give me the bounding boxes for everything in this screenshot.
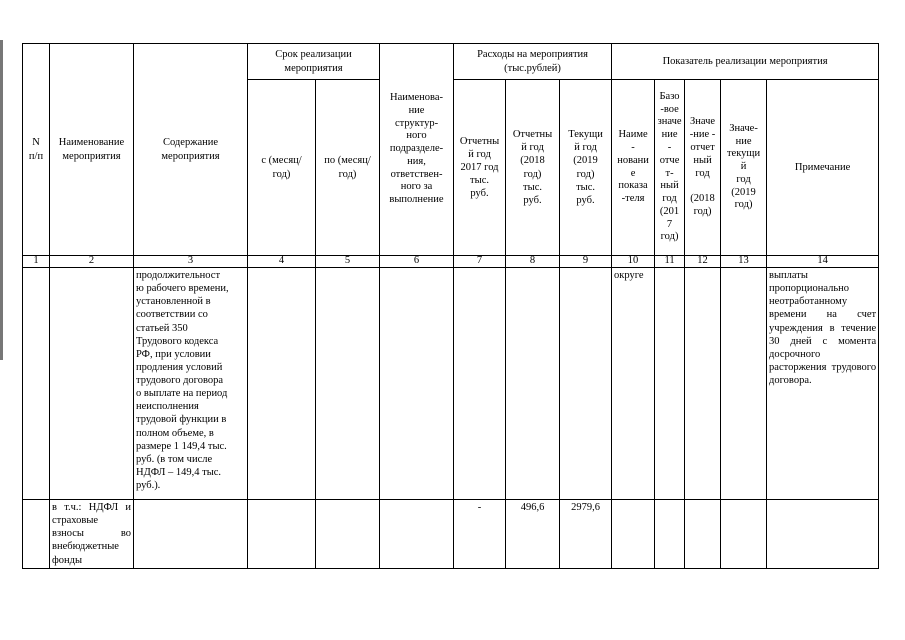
column-number: 7: [454, 256, 506, 268]
header-indicator-name: Наиме - новани е показа -теля: [612, 80, 655, 256]
header-activity-content: Содержание мероприятия: [134, 44, 248, 256]
header-period-from: с (месяц/ год): [248, 80, 316, 256]
header-period-to: по (месяц/ год): [316, 80, 380, 256]
row-responsible-unit: [380, 500, 454, 569]
table-row: [23, 268, 879, 500]
column-number: 1: [23, 256, 50, 268]
header-expenses: Расходы на мероприятия (тыс.рублей): [454, 44, 612, 80]
row-period-from: [248, 268, 316, 500]
column-number: 8: [506, 256, 560, 268]
row-activity-name: [50, 268, 134, 500]
header-period: Срок реализации мероприятия: [248, 44, 380, 80]
row-expenses-2019: 2979,6: [560, 500, 612, 569]
row-indicator-name: [612, 500, 655, 569]
scan-edge-shadow: [0, 40, 3, 360]
column-numbers-row: [23, 256, 879, 268]
row-expenses-2019: [560, 268, 612, 500]
row-responsible-unit: [380, 268, 454, 500]
header-activity-name: Наименование мероприятия: [50, 44, 134, 256]
column-number: 14: [767, 256, 879, 268]
column-number: 6: [380, 256, 454, 268]
row-indicator-2019: [721, 500, 767, 569]
header-expenses-2018: Отчетны й год (2018 год) тыс. руб.: [506, 80, 560, 256]
header-indicator-2019: Значе- ние текущи й год (2019 год): [721, 80, 767, 256]
column-number: 3: [134, 256, 248, 268]
header-expenses-2017: Отчетны й год 2017 год тыс. руб.: [454, 80, 506, 256]
column-number: 13: [721, 256, 767, 268]
column-number: 12: [685, 256, 721, 268]
row-indicator-2018: [685, 500, 721, 569]
row-activity-content: [134, 500, 248, 569]
row-indicator-2018: [685, 268, 721, 500]
row-note: выплаты пропорционально неотработанному времени на счет учреждения в течение 30 дней с момента досрочного расторжения трудового договора.: [767, 268, 879, 500]
row-expenses-2018: 496,6: [506, 500, 560, 569]
header-indicator: Показатель реализации мероприятия: [612, 44, 879, 80]
column-number: 2: [50, 256, 134, 268]
row-period-from: [248, 500, 316, 569]
column-number: 11: [655, 256, 685, 268]
column-number: 5: [316, 256, 380, 268]
row-note: [767, 500, 879, 569]
header-expenses-2019: Текущи й год (2019 год) тыс. руб.: [560, 80, 612, 256]
row-expenses-2017: [454, 268, 506, 500]
header-number: N п/п: [23, 44, 50, 256]
table-row: [23, 500, 879, 569]
row-number: [23, 268, 50, 500]
header-indicator-base: Базо -вое значе ние - отче т- ный год (201 7 год): [655, 80, 685, 256]
header-note: Примечание: [767, 80, 879, 256]
row-period-to: [316, 268, 380, 500]
row-indicator-base: [655, 268, 685, 500]
header-row-top: [23, 44, 879, 80]
row-indicator-name: округе: [612, 268, 655, 500]
column-number: 4: [248, 256, 316, 268]
header-indicator-2018: Значе -ние - отчет ный год (2018 год): [685, 80, 721, 256]
row-indicator-2019: [721, 268, 767, 500]
row-activity-content: продолжительност ю рабочего времени, установленной в соответствии со статьей 350 Трудового кодекса РФ, при условии продления условий трудового договора о выплате на период неисполнения трудовой функции в полном объеме, в размере 1 149,4 тыс. руб. (в том числе НДФЛ – 149,4 тыс. руб.).: [134, 268, 248, 500]
row-activity-name: в т.ч.: НДФЛ и страховые взносы во внебюджетные фонды: [50, 500, 134, 569]
row-expenses-2017: -: [454, 500, 506, 569]
row-expenses-2018: [506, 268, 560, 500]
row-period-to: [316, 500, 380, 569]
row-number: [23, 500, 50, 569]
activities-table: [22, 43, 879, 569]
row-indicator-base: [655, 500, 685, 569]
column-number: 9: [560, 256, 612, 268]
column-number: 10: [612, 256, 655, 268]
header-responsible-unit: Наименова- ние структур- ного подразделе- ния, ответствен- ного за выполнение: [380, 44, 454, 256]
